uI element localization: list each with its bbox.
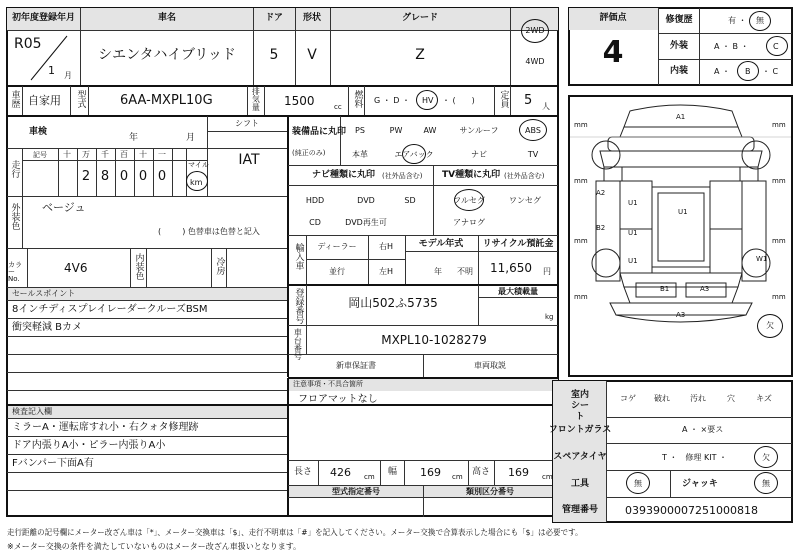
length-value: 426 [330, 466, 351, 479]
km-circle [186, 171, 208, 191]
mark-a1: A1 [676, 113, 686, 121]
equip-sunroof: サンルーフ [459, 126, 499, 135]
color-no: 4V6 [64, 261, 88, 275]
grade-label: グレード [401, 13, 439, 23]
tv-type-sub: (社外品含む) [504, 172, 545, 180]
spare-label: スペアタイヤ [553, 452, 607, 462]
drive-4wd: 4WD [525, 57, 545, 66]
navi-dvd-play: DVD再生可 [345, 218, 387, 227]
digit-label-5: 一 [158, 150, 166, 159]
fuel-hv-circle [416, 90, 438, 110]
seat-option-5: キズ [756, 394, 772, 403]
mark-b2: B2 [596, 224, 606, 232]
mileage-digit-3: 0 [119, 169, 129, 184]
equip-ps: PS [355, 126, 365, 135]
fuel-label: 燃料 [352, 90, 363, 108]
first-reg-month: 1 [48, 64, 55, 77]
mgmt-number: 0393900007251000818 [625, 504, 758, 517]
abs-circle [519, 119, 547, 141]
exterior-selected: C [773, 42, 779, 51]
shift-value: IAT [238, 152, 260, 168]
import-left-h: 左H [378, 267, 394, 276]
score-label: 評価点 [599, 13, 627, 23]
length-label: 長さ [294, 467, 313, 477]
navi-sd: SD [404, 196, 416, 205]
displacement-label: 排気量 [251, 87, 261, 111]
fuel-options: G ・ D ・ [374, 96, 410, 105]
grade: Z [415, 47, 425, 63]
equipment-sublabel: (純正のみ) [292, 149, 326, 157]
shift-label: シフト [235, 119, 259, 128]
chassis-number: MXPL10-1028279 [381, 333, 487, 347]
model-label: 型式 [75, 90, 86, 108]
drive-2wd-circle [521, 19, 549, 43]
exterior-circle [766, 36, 788, 56]
mm-label-3: mm [574, 177, 588, 185]
sales-points-label: セールスポイント [12, 289, 76, 298]
capacity-label: 定員 [498, 90, 509, 108]
spare-circle [754, 446, 778, 468]
mileage-digit-1: 2 [81, 169, 91, 184]
inspector-note-2: ドア内張りA小・ピラー内張りA小 [12, 440, 166, 451]
length-unit: cm [364, 473, 375, 481]
mm-label-7: mm [574, 293, 588, 301]
capacity: 5 [524, 93, 533, 108]
interior-options-c: ・ C [762, 67, 779, 76]
width-label: 幅 [388, 467, 398, 477]
mark-u1-b: U1 [678, 208, 688, 216]
windshield-label: フロントガラス [548, 425, 612, 435]
tv-analog: アナログ [453, 218, 485, 227]
navi-type-label: ナビ種類に丸印 [312, 170, 376, 180]
mileage-label: 走行 [9, 160, 20, 178]
ac-label: 冷房 [214, 257, 225, 275]
recycle-unit: 円 [543, 267, 551, 276]
mark-u1-a: U1 [628, 199, 638, 207]
mileage-digit-2: 8 [100, 169, 110, 184]
jack-label: ジャッキ [682, 479, 718, 489]
tools-value: 無 [634, 479, 642, 488]
navi-type-sub: (社外品含む) [382, 172, 423, 180]
repair-label: 修復歴 [665, 15, 693, 25]
mark-a2: A2 [596, 189, 606, 197]
jack-circle [754, 472, 778, 494]
tools-label: 工具 [570, 479, 590, 489]
seat-option-3: 汚れ [690, 394, 706, 403]
inspector-notes-label: 検査記入欄 [12, 407, 52, 416]
interior-selected: B [745, 67, 751, 76]
exterior-label: 外装 [669, 41, 689, 51]
navi-dvd: DVD [357, 196, 375, 205]
digit-label-0: 十 [63, 150, 71, 159]
notes-value: フロアマットなし [298, 394, 378, 405]
car-name: シエンタハイブリッド [98, 47, 236, 63]
recycle-value: 11,650 [490, 261, 532, 275]
displacement: 1500 [284, 94, 315, 108]
height-value: 169 [508, 466, 529, 479]
capacity-unit: 人 [542, 102, 550, 111]
inspector-note-1: ミラーA・運転席すれ小・右クォタ修理跡 [12, 422, 199, 433]
model-year-label: モデル年式 [418, 239, 464, 249]
mileage-digit-5: 0 [157, 169, 167, 184]
first-reg-label: 初年度登録年月 [12, 13, 76, 23]
max-load-label: 最大積載量 [498, 287, 538, 296]
usage: 自家用 [28, 94, 61, 107]
windshield-value: A ・ ×要ス [682, 425, 724, 434]
tools-circle [626, 472, 650, 494]
mark-u1-d: U1 [628, 257, 638, 265]
exterior-color: ベージュ [42, 201, 86, 214]
import-parallel: 並行 [329, 267, 345, 276]
plate-label: 登録番号 [293, 288, 304, 324]
mark-b1: B1 [660, 285, 670, 293]
model-code: 6AA-MXPL10G [120, 93, 213, 108]
jack-value: 無 [762, 479, 770, 488]
inspection-label: 車検 [28, 127, 48, 137]
door-label: ドア [265, 13, 283, 23]
inspection-month-unit: 月 [186, 133, 196, 143]
vehicle-manual: 車両取説 [474, 361, 506, 370]
mm-label-6: mm [772, 237, 786, 245]
equip-tv: TV [527, 150, 539, 159]
notes-label: 注意事項・不具合箇所 [293, 380, 363, 388]
equip-aw: AW [423, 126, 437, 135]
import-dealer: ディーラー [317, 242, 357, 251]
inspection-year-unit: 年 [129, 133, 139, 143]
tv-fullseg: フルセグ [453, 196, 485, 205]
model-year-unknown: 不明 [457, 267, 473, 276]
repair-circle [749, 11, 771, 31]
color-label: 外装色 [9, 203, 20, 230]
mileage-digit-4: 0 [138, 169, 148, 184]
recycle-label: リサイクル預託金 [482, 239, 554, 249]
equip-abs: ABS [525, 126, 541, 135]
new-warranty: 新車保証書 [336, 361, 376, 370]
import-label: 輸入車 [293, 243, 304, 270]
spare-options: T ・ 修理 KIT ・ [662, 453, 728, 462]
equip-pw: PW [389, 126, 403, 135]
interior-options-a: A ・ [714, 67, 731, 76]
car-diagram [570, 97, 791, 375]
interior-label: 内装 [669, 66, 689, 76]
first-reg-era: R05 [14, 36, 42, 52]
equipment-label: 装備品に丸印 [292, 127, 347, 137]
mm-label-8: mm [772, 293, 786, 301]
model-year-unit: 年 [434, 267, 442, 276]
displacement-unit: cc [334, 103, 342, 111]
inspector-note-3: Fバンパー下面A有 [12, 458, 94, 469]
first-reg-month-unit: 月 [64, 71, 72, 80]
height-unit: cm [542, 473, 553, 481]
spare-selected: 欠 [762, 453, 770, 462]
seat-label: 室内シート [570, 390, 589, 422]
door-count: 5 [269, 47, 279, 63]
score-value: 4 [602, 35, 624, 70]
usage-label: 車歴 [9, 90, 20, 108]
missing-mark-circle [757, 314, 783, 338]
equip-leather: 本革 [352, 150, 368, 159]
shape-label: 形状 [302, 13, 322, 23]
import-right-h: 右H [378, 242, 394, 251]
width-value: 169 [420, 466, 441, 479]
mm-label-2: mm [772, 121, 786, 129]
category-label: 類別区分番号 [466, 487, 514, 496]
type-designation-label: 型式指定番号 [332, 487, 380, 496]
drive-2wd: 2WD [525, 26, 545, 35]
mark-a3-b: A3 [676, 311, 686, 319]
repair-options: 有 ・ [728, 16, 747, 25]
interior-color-label: 内装色 [133, 253, 144, 280]
fuel-other: ・ ( ) [442, 96, 475, 105]
height-label: 高さ [472, 467, 491, 477]
color-note: ( ) 色替車は色替と記入 [158, 227, 260, 236]
digit-label-3: 百 [120, 150, 128, 159]
mileage-mark-label: 記号 [33, 151, 47, 159]
max-load-unit: kg [545, 313, 554, 321]
mm-label-4: mm [772, 177, 786, 185]
color-no-label: カラーNo. [8, 261, 22, 283]
fullseg-circle [454, 189, 484, 211]
mile-label: マイル [188, 161, 209, 169]
seat-option-1: コゲ [620, 394, 636, 403]
width-unit: cm [452, 473, 463, 481]
body-shape: V [307, 47, 317, 63]
tv-type-label: TV種類に丸印 [442, 170, 501, 180]
mark-u1-c: U1 [628, 229, 638, 237]
mgmt-label: 管理番号 [561, 505, 599, 515]
digit-label-2: 千 [101, 150, 109, 159]
footer-note-1: 走行距離の記号欄にメーター改ざん車は「*」、メーター交換車は「$」、走行不明車は「#」を記入してください。メーター交換で合算表示した場合にも「$」は必要です。 [7, 528, 583, 537]
navi-cd: CD [309, 218, 321, 227]
exterior-options: A ・ B ・ [714, 42, 749, 51]
mm-label-1: mm [574, 121, 588, 129]
tv-oneseg: ワンセグ [509, 196, 541, 205]
fuel-selected: HV [422, 96, 434, 105]
digit-label-1: 万 [82, 150, 90, 159]
mark-a3-a: A3 [700, 285, 710, 293]
plate-number: 岡山502ふ5735 [348, 296, 438, 310]
footer-note-2: ※メーター交換の条件を満たしていないものはメーター改ざん車扱いとなります。 [7, 542, 302, 551]
km-label: km [190, 178, 203, 187]
mark-w1: W1 [756, 255, 768, 263]
interior-circle [737, 61, 759, 81]
seat-option-2: 破れ [654, 394, 670, 403]
missing-mark: 欠 [766, 321, 774, 330]
mm-label-5: mm [574, 237, 588, 245]
navi-hdd: HDD [305, 196, 325, 205]
sales-point-2: 衝突軽減 Bカメ [12, 322, 83, 333]
equip-navi: ナビ [471, 150, 487, 159]
airbag-circle [402, 144, 426, 164]
repair-selected: 無 [756, 16, 764, 25]
sales-point-1: 8インチディスプレイレーダークルーズBSM [12, 304, 208, 315]
chassis-label: 車台番号 [293, 328, 303, 360]
digit-label-4: 十 [139, 150, 147, 159]
car-name-label: 車名 [157, 13, 177, 23]
equip-airbag: エアバック [394, 150, 434, 159]
seat-option-4: 穴 [727, 394, 735, 403]
